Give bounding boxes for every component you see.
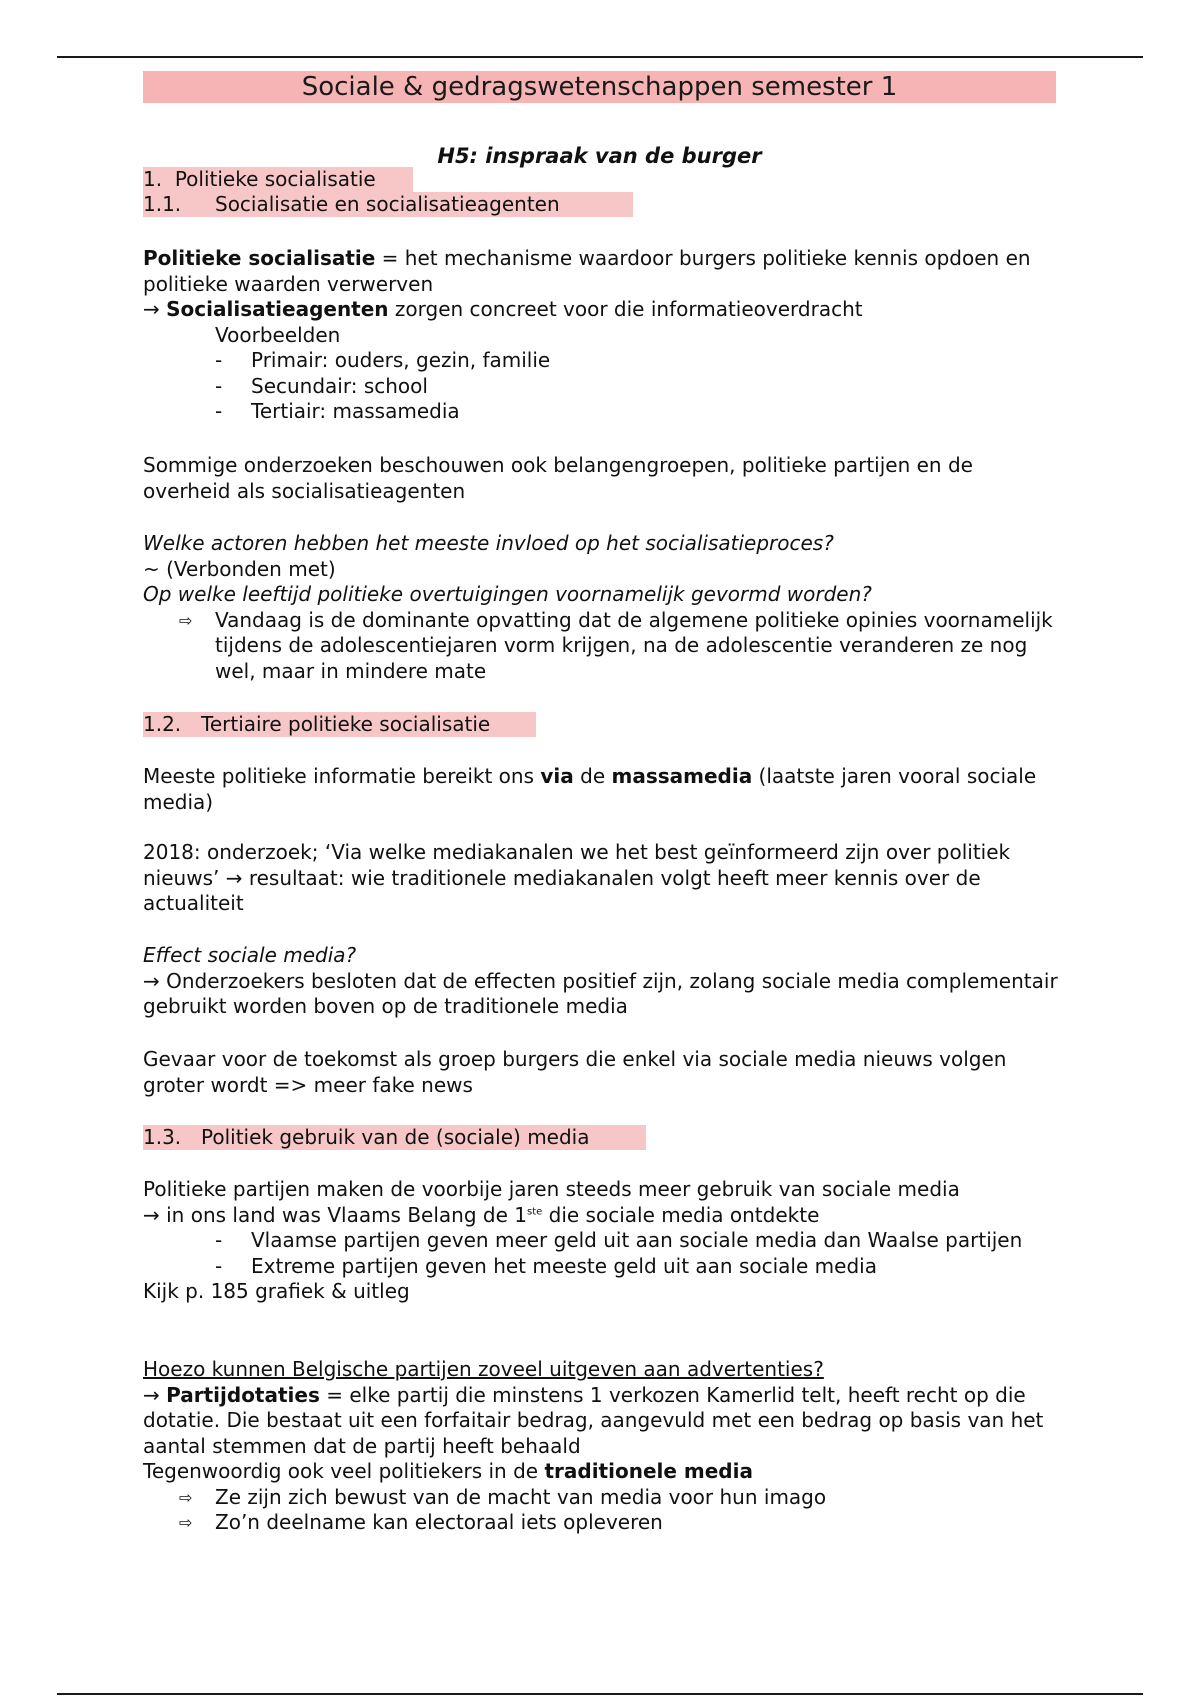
question-2: Op welke leeftijd politieke overtuigingen voornamelijk gevormd worden? bbox=[143, 582, 872, 606]
answer-list bbox=[143, 608, 1059, 685]
examples-label: Voorbeelden bbox=[215, 322, 341, 347]
text-run-bold: traditionele media bbox=[544, 1459, 753, 1483]
dotation-question: Hoezo kunnen Belgische partijen zoveel uitgeven aan advertenties? bbox=[143, 1357, 824, 1381]
arrow-bullet-icon: ⇨ bbox=[179, 1513, 193, 1532]
text-run: Politieke partijen maken de voorbije jaren steeds meer gebruik van sociale media bbox=[143, 1177, 960, 1201]
heading-1-2-number: 1.2. bbox=[143, 712, 182, 736]
list-item-text: Primair: ouders, gezin, familie bbox=[251, 348, 551, 372]
list-item-text: Zo’n deelname kan electoraal iets opleveren bbox=[215, 1510, 663, 1534]
dotation-block bbox=[143, 1357, 1059, 1536]
text-run: (laatste jaren vooral sociale media) bbox=[143, 764, 1037, 814]
dash-bullet: - bbox=[215, 399, 223, 423]
heading-1-3-title: Politiek gebruik van de (sociale) media bbox=[201, 1125, 590, 1149]
text-run-bold: via bbox=[540, 764, 574, 788]
list-item-text: Ze zijn zich bewust van de macht van media voor hun imago bbox=[215, 1484, 827, 1509]
list-item bbox=[143, 1510, 1059, 1536]
list-item bbox=[143, 1254, 1059, 1280]
superscript: ste bbox=[526, 1205, 543, 1217]
arrow-glyph: → bbox=[143, 297, 167, 321]
dotation-term: Partijdotaties bbox=[166, 1382, 320, 1407]
text-run: → in ons land was Vlaams Belang de 1 bbox=[143, 1202, 527, 1227]
definition-text: = het mechanisme waardoor burgers politieke kennis opdoen en politieke waarden verwerven bbox=[143, 246, 1031, 296]
heading-1-1-title: Socialisatie en socialisatieagenten bbox=[215, 192, 560, 216]
top-rule bbox=[57, 56, 1143, 58]
list-item bbox=[143, 374, 1059, 400]
media-points bbox=[143, 1485, 1059, 1536]
definition-term: Politieke socialisatie bbox=[143, 246, 376, 270]
answer-text: Vandaag is de dominante opvatting dat de algemene politieke opinies voornamelijk tijdens de adolescentiejaren vorm krijgen, na de adolescentie veranderen ze nog wel, maar in mindere mate bbox=[215, 607, 1053, 683]
danger-paragraph: Gevaar voor de toekomst als groep burgers die enkel via sociale media nieuws volgen groter wordt => meer fake news bbox=[143, 1047, 1007, 1097]
agents-text: zorgen concreet voor die informatieoverdracht bbox=[388, 297, 863, 321]
dash-bullet: - bbox=[215, 373, 223, 398]
text-run: die sociale media ontdekte bbox=[542, 1202, 820, 1227]
text-run-bold: massamedia bbox=[611, 764, 753, 788]
heading-1-title: Politieke socialisatie bbox=[174, 167, 376, 191]
list-item-text: Extreme partijen geven het meeste geld uit aan sociale media bbox=[251, 1253, 877, 1278]
effect-block bbox=[143, 943, 1059, 1020]
arrow-glyph: → bbox=[143, 1382, 167, 1407]
list-item-text: Vlaamse partijen geven meer geld uit aan sociale media dan Waalse partijen bbox=[251, 1228, 1023, 1252]
document-title: Sociale & gedragswetenschappen semester 1 bbox=[143, 71, 1056, 103]
list-item bbox=[143, 1228, 1059, 1254]
text-run: Tegenwoordig ook veel politiekers in de bbox=[143, 1459, 545, 1483]
others-paragraph: Sommige onderzoeken beschouwen ook belangengroepen, politieke partijen en de overheid als socialisatieagenten bbox=[143, 453, 973, 503]
research-paragraph: 2018: onderzoek; ‘Via welke mediakanalen we het best geïnformeerd zijn over politiek nieuws’ → resultaat: wie traditionele mediakanalen volgt heeft meer kennis over de actualiteit bbox=[143, 840, 1011, 915]
dash-bullet: - bbox=[215, 1228, 223, 1252]
agents-term: Socialisatieagenten bbox=[166, 297, 389, 321]
reference-note: Kijk p. 185 grafiek & uitleg bbox=[143, 1279, 410, 1303]
heading-1-3 bbox=[143, 1125, 646, 1150]
dotation-text: = elke partij die minstens 1 verkozen Kamerlid telt, heeft recht op die dotatie. Die bestaat uit een forfaitair bedrag, aangevuld met een bedrag op basis van het aantal stemmen dat de partij heeft behaald bbox=[143, 1382, 1044, 1458]
heading-1-1 bbox=[143, 192, 633, 217]
effect-answer: → Onderzoekers besloten dat de effecten positief zijn, zolang sociale media complementair gebruikt worden boven op de traditionele media bbox=[143, 968, 1058, 1018]
chapter-heading: H5: inspraak van de burger bbox=[437, 144, 762, 168]
questions-block bbox=[143, 531, 1059, 684]
effect-question: Effect sociale media? bbox=[143, 943, 357, 967]
list-item-text: Tertiair: massamedia bbox=[251, 399, 460, 423]
dash-bullet: - bbox=[215, 1253, 223, 1278]
bottom-rule bbox=[57, 1693, 1143, 1695]
examples-list bbox=[143, 348, 1059, 425]
list-item-text: Secundair: school bbox=[251, 373, 428, 398]
party-media-block bbox=[143, 1177, 1059, 1305]
list-item bbox=[143, 608, 1059, 685]
text-run: Meeste politieke informatie bereikt ons bbox=[143, 764, 541, 788]
dash-bullet: - bbox=[215, 348, 223, 372]
arrow-bullet-icon: ⇨ bbox=[179, 1487, 193, 1507]
heading-1-3-number: 1.3. bbox=[143, 1125, 182, 1149]
party-bullets bbox=[143, 1228, 1059, 1279]
massmedia-paragraph bbox=[143, 764, 1059, 815]
list-item bbox=[143, 348, 1059, 374]
question-1: Welke actoren hebben het meeste invloed op het socialisatieproces? bbox=[143, 531, 834, 555]
text-run: de bbox=[573, 764, 612, 788]
heading-1-1-number: 1.1. bbox=[143, 192, 182, 216]
heading-1 bbox=[143, 167, 413, 192]
heading-1-2-title: Tertiaire politieke socialisatie bbox=[201, 712, 491, 736]
connected-note: ~ (Verbonden met) bbox=[143, 556, 336, 581]
list-item bbox=[143, 399, 1059, 425]
list-item bbox=[143, 1485, 1059, 1511]
heading-1-2 bbox=[143, 712, 536, 737]
definition-paragraph bbox=[143, 246, 1059, 425]
heading-1-number: 1. bbox=[143, 167, 163, 191]
arrow-bullet-icon: ⇨ bbox=[179, 610, 193, 630]
